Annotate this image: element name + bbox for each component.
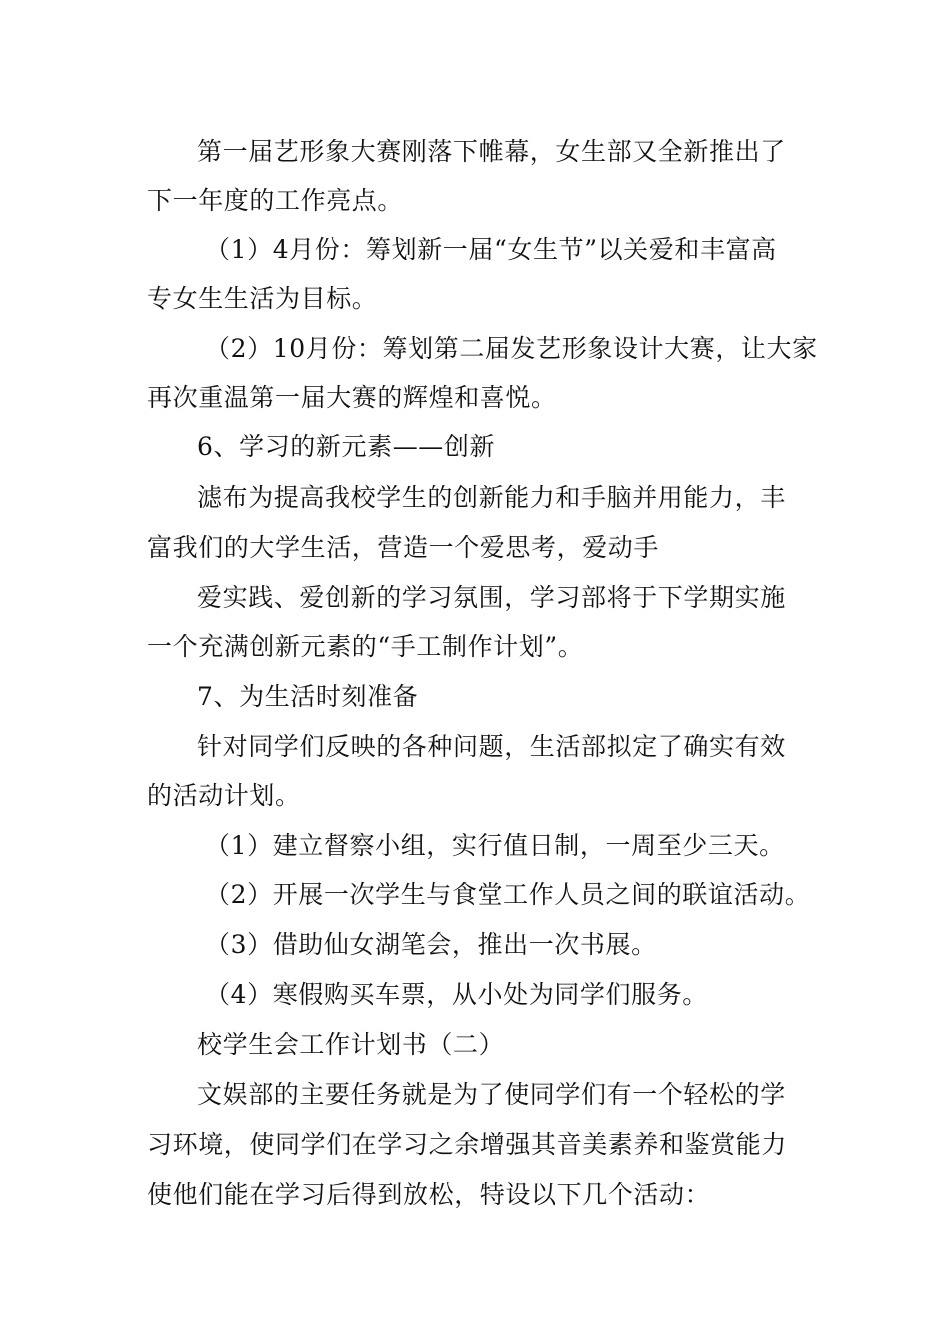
paragraph-line: 针对同学们反映的各种问题，生活部拟定了确实有效: [197, 732, 786, 761]
list-item-line: （3）借助仙女湖笔会，推出一次书展。: [205, 930, 657, 959]
section-heading: 校学生会工作计划书（二）: [197, 1030, 505, 1059]
paragraph-line: 滤布为提高我校学生的创新能力和手脑并用能力，丰: [197, 483, 786, 512]
paragraph-line: 下一年度的工作亮点。: [147, 186, 404, 215]
paragraph-line: 专女生生活为目标。: [147, 284, 378, 313]
list-item-line: （1）建立督察小组，实行值日制，一周至少三天。: [205, 831, 785, 860]
paragraph-line: 一个充满创新元素的“手工制作计划”。: [147, 632, 584, 661]
paragraph-line: 第一届艺形象大赛刚落下帷幕，女生部又全新推出了: [197, 137, 786, 166]
list-item-line: （2）10月份：筹划第二届发艺形象设计大赛，让大家: [205, 334, 818, 363]
list-item-line: （4）寒假购买车票，从小处为同学们服务。: [205, 980, 708, 1009]
paragraph-line: 使他们能在学习后得到放松，特设以下几个活动：: [147, 1180, 711, 1209]
paragraph-line: 文娱部的主要任务就是为了使同学们有一个轻松的学: [197, 1080, 786, 1109]
list-item-line: （1）4月份：筹划新一届“女生节”以关爱和丰富高: [205, 235, 777, 264]
paragraph-line: 再次重温第一届大赛的辉煌和喜悦。: [147, 383, 557, 412]
paragraph-line: 的活动计划。: [147, 781, 301, 810]
paragraph-line: 爱实践、爱创新的学习氛围，学习部将于下学期实施: [197, 583, 786, 612]
paragraph-line: 习环境，使同学们在学习之余增强其音美素养和鉴赏能力: [147, 1130, 788, 1159]
section-heading: 7、为生活时刻准备: [197, 682, 419, 711]
list-item-line: （2）开展一次学生与食堂工作人员之间的联谊活动。: [205, 880, 811, 909]
paragraph-line: 富我们的大学生活，营造一个爱思考，爱动手: [147, 533, 660, 562]
section-heading: 6、学习的新元素——创新: [197, 432, 496, 461]
